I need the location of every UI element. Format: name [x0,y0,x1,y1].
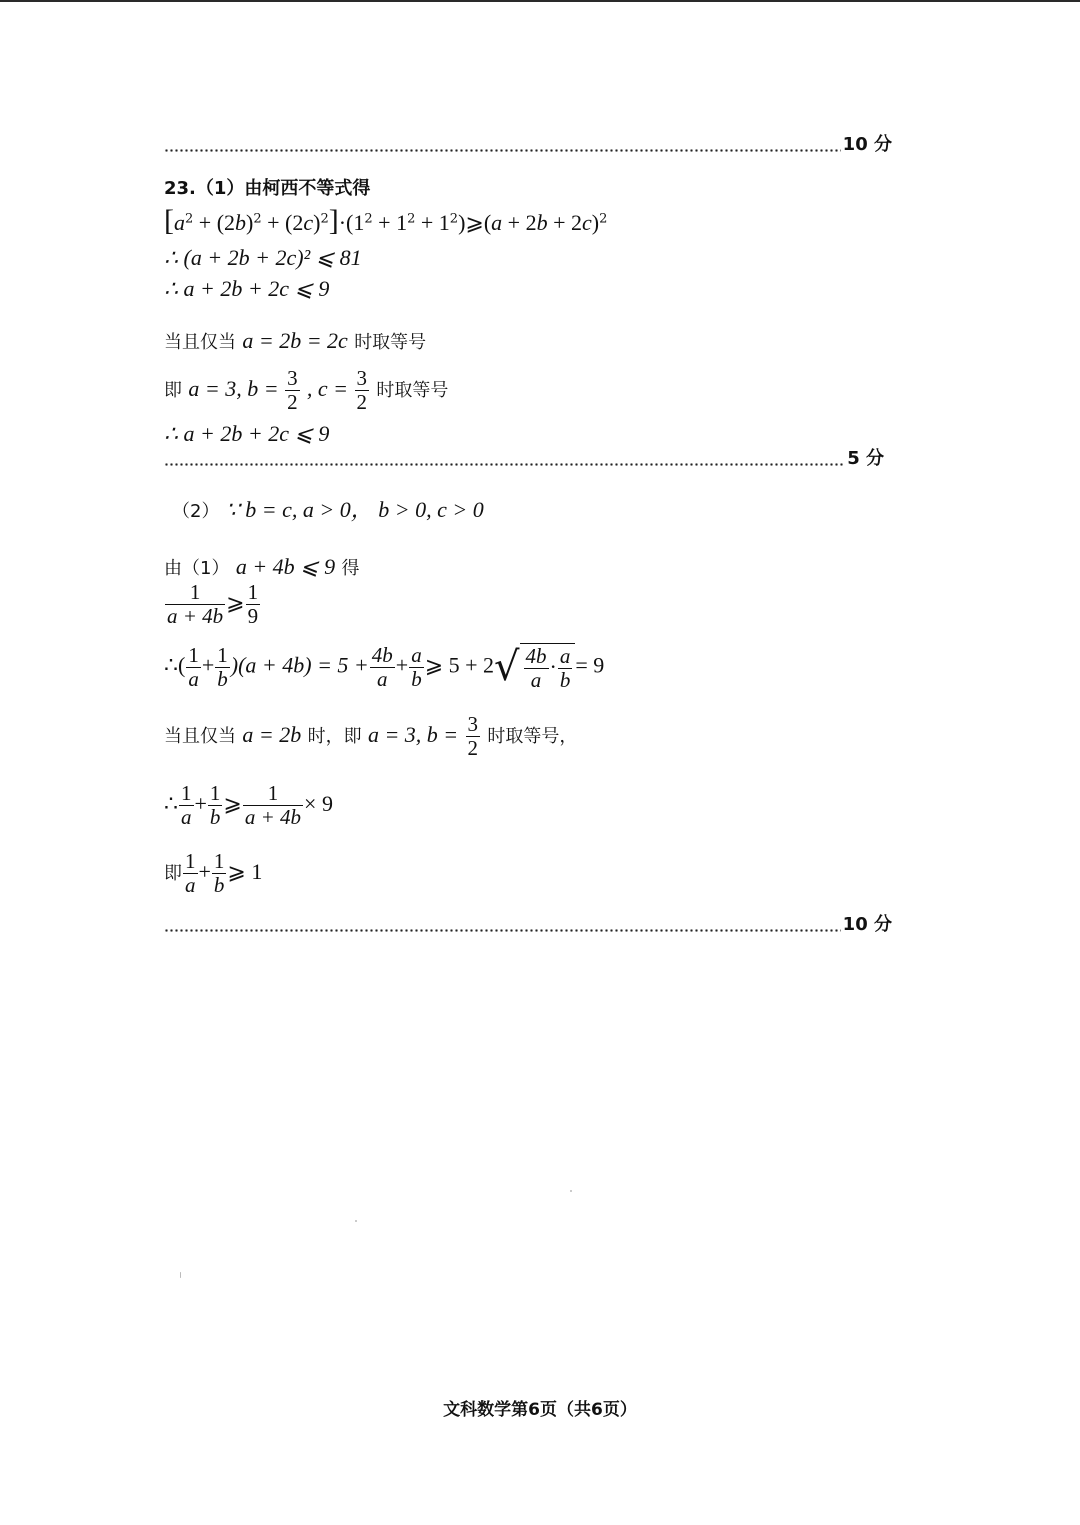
equality-condition-2: 当且仅当 a = 2b 时，即 a = 3, b = $\frac{3}{2}$ 时取等号， [164,712,578,760]
score-label: 10 分 [842,914,892,935]
score-line-10b [164,912,892,936]
sum-lower-bound: ∴ $\frac{1}{a}$ + $\frac{1}{b}$ ⩾ $\frac{1}{a + 4b}$ × 9 [164,781,333,829]
equality-condition: 当且仅当 a = 2b = 2c 时取等号 [164,328,427,353]
dotted-leader [164,149,841,152]
scan-speck [355,1220,357,1222]
question-23-heading: 23.（1）由柯西不等式得 [164,178,371,199]
fraction-three-halves: $\frac{3}{2}$ [287,366,298,414]
fraction-three-halves: $\frac{3}{2}$ [356,366,368,414]
score-line-10a [164,132,892,156]
scan-speck [180,1272,181,1278]
from-part1: 由（1） a + 4b ⩽ 9 得 [164,554,360,579]
cauchy-inequality: $[a^2 + (2b)^2 + (2c)^2]\cdot(1^2 + 1^2$ + $1^2)⩾(a + 2b + 2c)^2$ [164,204,608,237]
final-result: 即 $\frac{1}{a}$ + $\frac{1}{b}$ ⩾ 1 [164,849,263,897]
part2-premise: （2） ∵ b = c, a > 0， b > 0, c > 0 [172,497,484,522]
score-label: 10 分 [842,134,892,155]
conclusion-part1: ∴ a + 2b + 2c ⩽ 9 [164,421,330,446]
dotted-leader [164,929,841,932]
squared-bound: ∴ (a + 2b + 2c)² ⩽ 81 [164,245,362,270]
score-label: 5 分 [847,448,884,469]
score-line-5 [164,446,884,470]
page-top-border [0,0,1080,2]
am-gm-step: ∴( $\frac{1}{a}$ + $\frac{1}{b}$ )(a + 4b) = 5 + $\frac{4b}{a}$ + $\frac{a}{b}$ ⩾ 5 + 2√ $\frac{4b}{a}$ · $\frac{a}{b}$ = 9 [164,642,605,692]
dotted-leader [164,463,845,466]
reciprocal-bound: $\frac{1}{a + 4b}$ ⩾ $\frac{1}{9}$ [167,580,259,628]
sqrt-sign: √ [494,644,520,690]
page-footer: 文科数学第6页（共6页） [443,1400,637,1420]
scan-speck [570,1190,572,1192]
linear-bound: ∴ a + 2b + 2c ⩽ 9 [164,276,330,301]
equality-values: 即 a = 3, b = $\frac{3}{2}$ , c = $\frac{3}{2}$ 时取等号 [164,366,449,414]
